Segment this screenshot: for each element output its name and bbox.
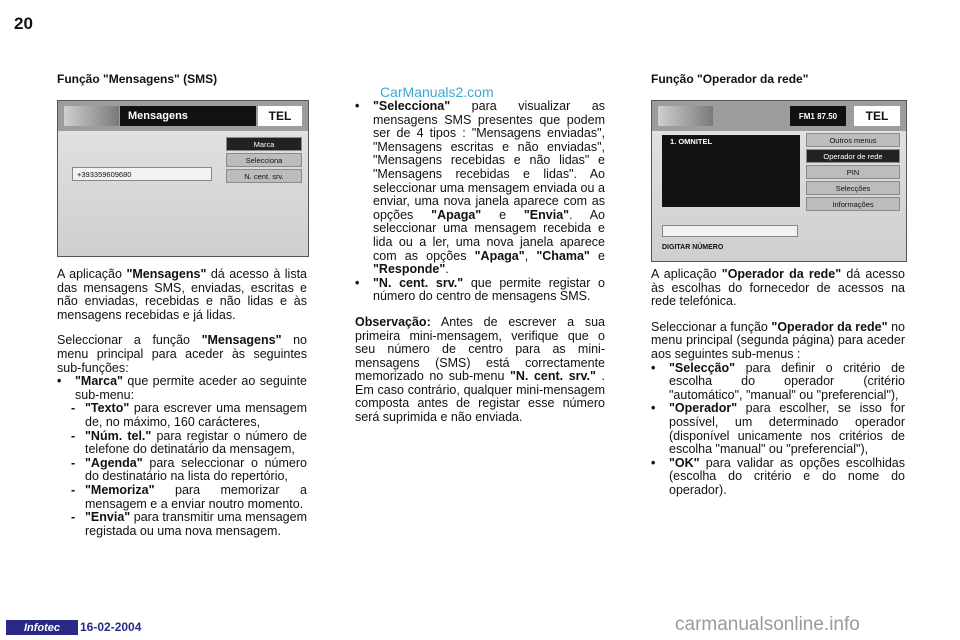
menu-option-seleccoes[interactable]: Selecções: [806, 181, 900, 195]
tel-label: TEL: [854, 106, 900, 126]
menu-option-pin[interactable]: PIN: [806, 165, 900, 179]
sub-item-texto: - "Texto" para escrever uma mensagem de, no máximo, 160 carácteres,: [71, 401, 307, 429]
menu-option-marca[interactable]: Marca: [226, 137, 302, 151]
middle-body: [355, 100, 605, 425]
menu-option-outros-menus[interactable]: Outros menus: [806, 133, 900, 147]
menu-option-operador-de-rede[interactable]: Operador de rede: [806, 149, 900, 163]
sms-screen: [57, 100, 309, 257]
sub-item-envia: - "Envia" para transmitir uma mensagem registada ou uma nova mensagem.: [71, 510, 307, 538]
menu-option-selecciona[interactable]: Selecciona: [226, 153, 302, 167]
bullet-selecciona: • "Selecciona" para visualizar as mensagens SMS presentes que podem ser de 4 tipos : "Mensagens enviadas", "Mensagens escritas e não enviadas", "Mensagens recebidas e não lidas" e "Mensagens recebidas e lidas". Ao seleccionar uma mensagem enviada ou a enviar, uma nova janela aparece com as opções "Apaga" e "Envia". Ao seleccionar uma mensagem recebida e lida ou a ler, uma nova janela aparece com as opções "Apaga", "Chama" e "Responde".: [355, 99, 605, 277]
number-input-field[interactable]: [662, 225, 798, 237]
sub-item-memoriza: - "Memoriza" para memorizar a mensagem e a enviar noutro momento.: [71, 482, 307, 511]
bullet-operador: • "Operador" para escolher, se isso for possível, um determinado operador (disponível unicamente nos critérios de escolha "manual" ou "preferencial"),: [651, 401, 905, 457]
left-body: [57, 268, 307, 538]
right-body: [651, 268, 905, 498]
phone-number-field[interactable]: +393359609680: [72, 167, 212, 181]
operator-list[interactable]: [662, 135, 800, 207]
watermark[interactable]: CarManuals2.com: [380, 84, 494, 100]
sms-intro: A aplicação "Mensagens" dá acesso à lista das mensagens SMS, enviadas, escritas e não enviadas, recebidas e não lidas e às mensagens recebidas e já lidas.: [57, 267, 307, 322]
menu-option-informacoes[interactable]: Informações: [806, 197, 900, 211]
operator-screen: [651, 100, 907, 262]
sub-item-agenda: - "Agenda" para seleccionar o número do destinatário na lista do repertório,: [71, 455, 307, 484]
bullet-n-cent-srv: • "N. cent. srv." que permite registar o número do centro de mensagens SMS.: [355, 275, 605, 304]
bullet-marca: • "Marca" que permite aceder ao seguinte sub-menu:: [57, 374, 307, 402]
operator-name[interactable]: 1. OMNITEL: [670, 137, 713, 146]
bullet-ok: • "OK" para validar as opções escolhidas (escolha do critério e do nome do operador).: [651, 455, 905, 497]
screen-title: Mensagens: [120, 106, 256, 126]
footer-site-watermark[interactable]: carmanualsonline.info: [675, 614, 860, 635]
observation-note: Observação: Antes de escrever a sua primeira mini-mensagem, verifique que o seu número de centro para as mini-mensagens (SMS) está correctamente memorizado no sub-menu "N. cent. srv." . Em caso contrário, qualquer mini-mensagem composta antes de registar esse número será suprimida e não enviada.: [355, 314, 605, 425]
infotec-logo: Infotec: [6, 620, 78, 635]
page-number: 20: [14, 14, 33, 33]
signal-logo-icon: [64, 106, 119, 126]
digitar-numero-label: DIGITAR NÚMERO: [662, 244, 724, 251]
operator-heading: Função "Operador da rede": [651, 72, 809, 86]
sms-select-instruction: Seleccionar a função "Mensagens" no menu principal para aceder às seguintes sub-funções:: [57, 333, 307, 375]
radio-frequency: FM1 87.50: [790, 106, 846, 126]
signal-logo-icon: [658, 106, 713, 126]
operator-select-instruction: Seleccionar a função "Operador da rede" no menu principal (segunda página) para aceder aos seguintes sub-menus :: [651, 319, 905, 361]
sub-item-num-tel: - "Núm. tel." para registar o número de telefone do detinatário da mensagem,: [71, 428, 307, 457]
bullet-seleccao: • "Selecção" para definir o critério de escolha do operador (critério "automático", "manual" ou "preferencial"),: [651, 360, 905, 402]
sms-heading: Função "Mensagens" (SMS): [57, 72, 218, 86]
footer-date: 16-02-2004: [80, 620, 142, 634]
operator-intro: A aplicação "Operador da rede" dá acesso às escolhas do fornecedor de acessos na rede telefónica.: [651, 267, 905, 309]
menu-option-n-cent-srv[interactable]: N. cent. srv.: [226, 169, 302, 183]
tel-label: TEL: [258, 106, 302, 126]
